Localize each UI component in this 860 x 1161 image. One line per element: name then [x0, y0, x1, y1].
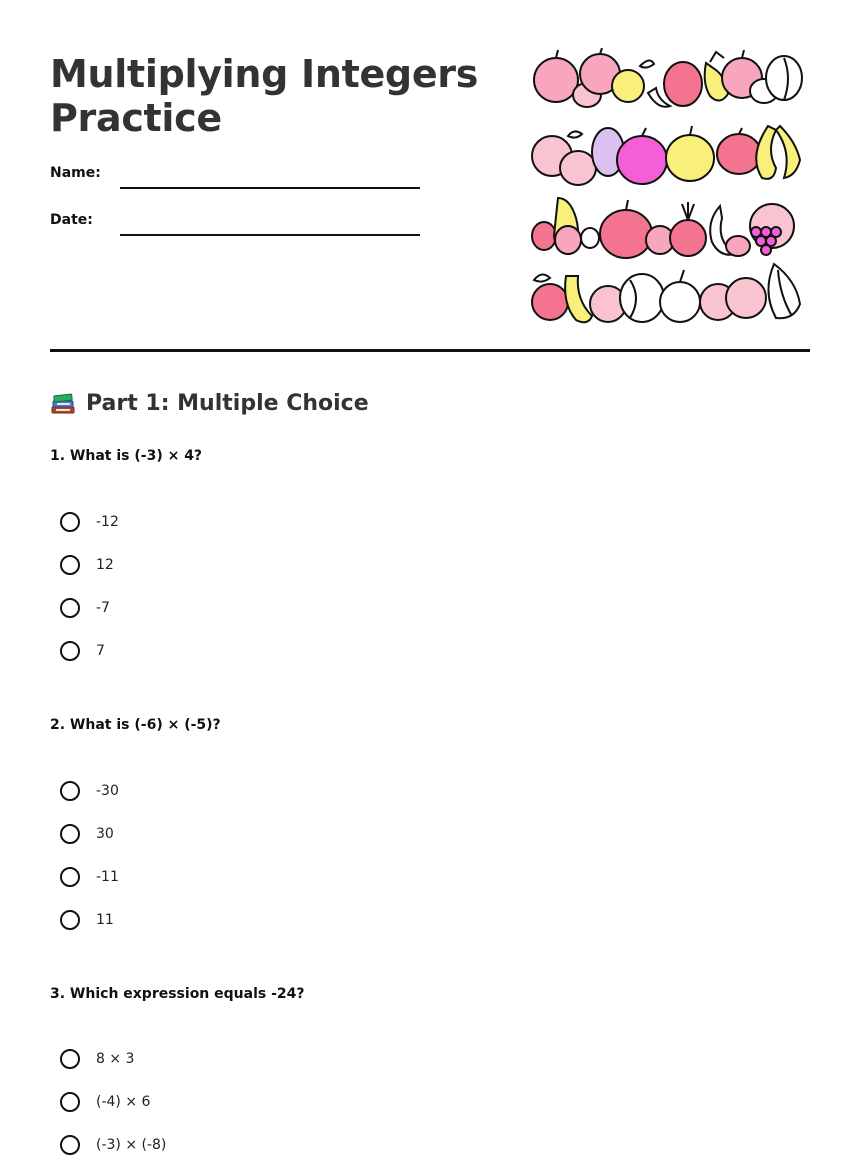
option-label: (-4) × 6	[96, 1094, 151, 1110]
q2-option-d[interactable]	[60, 907, 114, 933]
radio-button[interactable]	[60, 598, 80, 618]
fruit-row-1	[534, 48, 802, 107]
option-label: -12	[96, 514, 119, 530]
radio-button[interactable]	[60, 641, 80, 661]
part1-heading	[50, 388, 369, 420]
name-label: Name:	[50, 165, 101, 181]
fruit-row-3	[532, 198, 794, 258]
header-divider	[50, 349, 810, 352]
q1-option-c[interactable]	[60, 595, 110, 621]
question-1-text: 1. What is (-3) × 4?	[50, 448, 203, 464]
q2-option-c[interactable]	[60, 864, 119, 890]
radio-button[interactable]	[60, 512, 80, 532]
radio-button[interactable]	[60, 1049, 80, 1069]
q2-option-b[interactable]	[60, 821, 114, 847]
q1-option-d[interactable]	[60, 638, 105, 664]
radio-button[interactable]	[60, 824, 80, 844]
radio-button[interactable]	[60, 1092, 80, 1112]
name-field[interactable]	[50, 160, 420, 190]
fruit-illustration-icon	[530, 48, 810, 328]
option-label: 11	[96, 912, 114, 928]
question-3	[50, 984, 810, 1153]
option-label: (-3) × (-8)	[96, 1137, 167, 1153]
worksheet-header	[50, 0, 810, 352]
option-label: -7	[96, 600, 110, 616]
option-label: -11	[96, 869, 119, 885]
question-1	[50, 446, 810, 659]
date-field[interactable]	[50, 207, 420, 237]
q3-option-b[interactable]	[60, 1089, 150, 1115]
q3-option-c[interactable]	[60, 1132, 166, 1158]
option-label: 7	[96, 643, 105, 659]
date-line[interactable]	[120, 234, 420, 236]
books-icon	[50, 391, 76, 417]
worksheet-page	[50, 0, 810, 1153]
q2-option-a[interactable]	[60, 778, 119, 804]
radio-button[interactable]	[60, 555, 80, 575]
part1-title: Part 1: Multiple Choice	[86, 391, 369, 416]
fruit-row-4	[532, 264, 800, 322]
option-label: -30	[96, 783, 119, 799]
option-label: 12	[96, 557, 114, 573]
radio-button[interactable]	[60, 1135, 80, 1155]
worksheet-title	[50, 52, 478, 140]
radio-button[interactable]	[60, 867, 80, 887]
q1-option-a[interactable]	[60, 509, 119, 535]
question-2	[50, 715, 810, 928]
question-3-text: 3. Which expression equals -24?	[50, 986, 305, 1002]
name-line[interactable]	[120, 187, 420, 189]
radio-button[interactable]	[60, 910, 80, 930]
q1-option-b[interactable]	[60, 552, 114, 578]
title-line-2: Practice	[50, 96, 222, 140]
date-label: Date:	[50, 212, 93, 228]
question-2-text: 2. What is (-6) × (-5)?	[50, 717, 221, 733]
fruit-row-2	[532, 126, 800, 185]
radio-button[interactable]	[60, 781, 80, 801]
title-line-1: Multiplying Integers	[50, 52, 479, 96]
option-label: 30	[96, 826, 114, 842]
q3-option-a[interactable]	[60, 1046, 134, 1072]
option-label: 8 × 3	[96, 1051, 135, 1067]
